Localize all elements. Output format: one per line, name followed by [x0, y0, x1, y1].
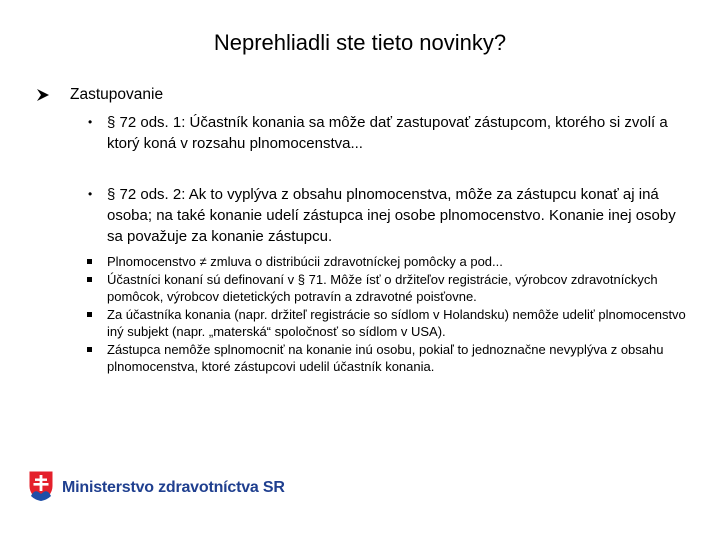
square-bullet-icon — [87, 347, 92, 352]
bullet-text: § 72 ods. 2: Ak to vyplýva z obsahu plnomocenstva, môže za zástupcu konať aj iná osoba; na také konanie udelí zástupca inej osobe plnomocenstvo. Konanie inej osoby sa považuje za konanie zástupcu. — [107, 186, 676, 245]
section-label: Zastupovanie — [70, 86, 164, 103]
notes-list — [86, 253, 686, 376]
note-item — [86, 341, 686, 376]
square-bullet-icon — [87, 312, 92, 317]
note-text: Účastníci konaní sú definovaní v § 71. Môže ísť o držiteľov registrácie, výrobcov zdravotníckych pomôcok, výrobcov dietetických potravín a zdravotné poisťovne. — [107, 271, 658, 304]
logo-text: Ministerstvo zdravotníctva SR — [62, 479, 285, 496]
note-text: Plnomocenstvo ≠ zmluva o distribúcii zdravotníckej pomôcky a pod... — [107, 254, 503, 269]
square-bullet-icon — [87, 277, 92, 282]
bullet-dot-icon: • — [88, 187, 93, 201]
note-item — [86, 253, 686, 271]
note-text: Za účastníka konania (napr. držiteľ registrácie so sídlom v Holandsku) nemôže udeliť plnomocenstvo iný subjekt (napr. „materská“ spoločnosť so sídlom v USA). — [107, 306, 686, 339]
note-item — [86, 306, 686, 341]
note-text: Zástupca nemôže splnomocniť na konanie inú osobu, pokiaľ to jednoznačne nevyplýva z obsahu plnomocenstva, ktoré zástupcovi udelil účastník konania. — [107, 341, 664, 374]
bullet-text: § 72 ods. 1: Účastník konania sa môže dať zastupovať zástupcom, ktorého si zvolí a ktorý koná v rozsahu plnomocenstva... — [107, 114, 668, 152]
square-bullet-icon — [87, 259, 92, 264]
note-item — [86, 271, 686, 306]
ministry-logo — [28, 470, 285, 506]
section-heading — [36, 85, 676, 105]
slide-title: Neprehliadli ste tieto novinky? — [213, 30, 507, 55]
arrow-bullet-icon — [36, 88, 50, 102]
slovak-coat-of-arms-icon — [28, 470, 54, 507]
bullet-dot-icon: • — [88, 115, 93, 129]
